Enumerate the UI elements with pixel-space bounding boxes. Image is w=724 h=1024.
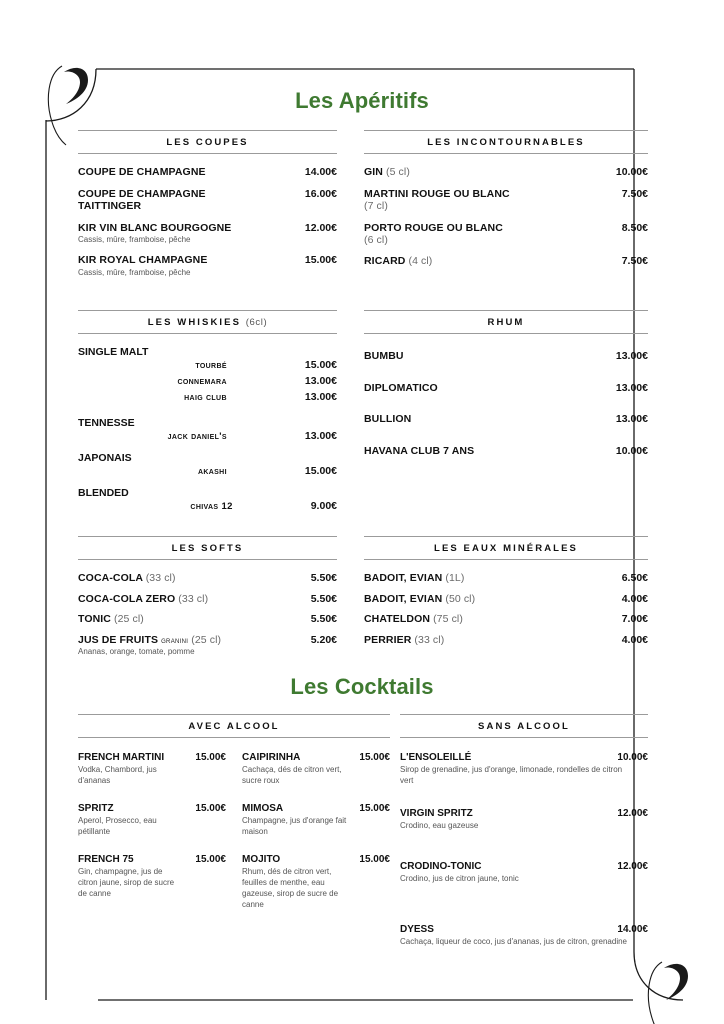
item-unit: (4 cl) [408,254,433,267]
whisky-name: jack daniel's [167,431,227,442]
whisky-price: 13.00€ [304,375,337,387]
item-label: MARTINI ROUGE OU BLANC [364,187,510,200]
item-label: GIN [364,166,383,178]
cocktail-item[interactable] [400,861,648,884]
item-price: 16.00€ [304,187,337,200]
cocktail-item[interactable] [242,803,390,837]
column-right [364,536,648,666]
menu-item[interactable] [364,188,648,213]
column-left [78,536,337,666]
item-name [364,188,514,213]
item-unit: (1L) [445,572,465,584]
cocktail-price: 15.00€ [359,752,390,763]
section-header [364,130,648,154]
item-price: 7.50€ [621,254,648,267]
cocktail-description: Aperol, Prosecco, eau pétillante [78,816,157,836]
whisky-group-title: JAPONAIS [78,452,132,464]
section-header [78,310,337,334]
menu-item[interactable] [364,572,648,585]
item-label: PERRIER [364,633,412,646]
cocktail-pair-row [78,752,390,927]
cocktail-description: Crodino, eau gazeuse [400,821,479,830]
whisky-name: chivas 12 [190,501,233,512]
whisky-row[interactable] [78,500,337,512]
section-body [78,154,337,278]
section-title: LES SOFTS [171,543,244,554]
item-unit: (5 cl) [386,166,410,178]
whisky-name: haig club [184,392,227,403]
whisky-price: 15.00€ [304,465,337,477]
item-name [78,572,176,585]
section-body [78,560,337,657]
cocktail-name: DYESS [400,924,434,935]
section-header [364,310,648,334]
item-description: Cassis, mûre, framboise, pêche [78,267,191,277]
cocktail-description: Cachaça, liqueur de coco, jus d'ananas, jus de citron, grenadine [400,937,628,946]
column-left [78,310,337,516]
whisky-group-title: BLENDED [78,487,129,499]
section-sans-alcool [400,714,648,947]
menu-item[interactable] [78,634,337,658]
item-name: HAVANA CLUB 7 ANS [364,444,475,457]
menu-item[interactable] [364,382,648,395]
cocktail-price: 15.00€ [359,854,390,865]
menu-item[interactable] [78,613,337,626]
item-name [364,166,410,179]
whisky-price: 13.00€ [304,430,337,442]
item-price: 15.00€ [304,254,337,266]
item-description: Ananas, orange, tomate, pomme [78,647,195,656]
cocktail-description: Rhum, dés de citron vert, feuilles de menthe, eau gazeuse, sirop de sucre de canne [242,867,339,909]
cocktail-item[interactable] [400,752,648,786]
cocktail-price: 10.00€ [617,752,648,763]
column-right [364,130,648,287]
item-name [364,634,444,647]
whisky-group [78,346,337,403]
section-body [364,560,648,646]
item-name: COUPE DE CHAMPAGNE TAITTINGER [78,187,206,212]
section-unit: (6cl) [245,317,268,328]
cocktail-price: 12.00€ [617,808,648,819]
item-label: JUS DE FRUITS [78,633,159,646]
whisky-name: akashi [197,466,227,477]
section-title: RHUM [487,317,525,328]
item-unit: (25 cl) [114,613,144,625]
menu-item[interactable] [78,166,337,179]
cocktail-name: L'ENSOLEILLÉ [400,752,472,763]
item-name: KIR VIN BLANC BOURGOGNE [78,221,232,234]
item-price: 4.00€ [621,592,648,605]
item-name [364,593,475,606]
whisky-name: connemara [177,376,227,387]
menu-item[interactable] [78,572,337,585]
section-body [400,738,648,947]
item-price: 13.00€ [615,350,648,362]
cocktail-item[interactable] [400,808,648,831]
whisky-group [78,417,337,442]
cocktail-subcolumn-a [78,752,226,927]
item-name [78,634,221,647]
menu-item[interactable] [364,222,648,247]
item-label: COCA-COLA [78,572,143,584]
item-name: BULLION [364,413,412,425]
item-description: Cassis, mûre, framboise, pêche [78,235,191,244]
whisky-group [78,452,337,477]
whisky-group-title: TENNESSE [78,417,135,429]
item-price: 7.00€ [621,613,648,625]
cocktails-columns [78,714,648,964]
section-title: LES INCONTOURNABLES [427,137,585,148]
menu-item[interactable] [364,593,648,606]
whisky-row[interactable] [78,391,337,403]
section-header [364,536,648,560]
item-label: CHATELDON [364,613,431,625]
item-name [78,613,144,626]
item-price: 5.50€ [310,592,337,605]
menu-item[interactable] [364,613,648,626]
whisky-price: 15.00€ [304,359,337,371]
menu-item[interactable] [78,188,337,213]
menu-item[interactable] [364,166,648,179]
item-price: 7.50€ [621,187,648,200]
item-name [364,572,464,585]
item-label: PORTO ROUGE OU BLANC [364,221,503,234]
item-label: RICARD [364,254,406,267]
spacer [78,407,337,417]
cocktail-name: MIMOSA [242,803,284,814]
cocktail-item[interactable] [78,752,226,786]
item-name [78,593,208,606]
whisky-group-title: SINGLE MALT [78,346,149,358]
whisky-name: tourbé [195,360,227,371]
cocktail-price: 15.00€ [359,803,390,814]
section-les-softs [78,536,337,657]
item-unit: (33 cl) [178,592,209,605]
menu-item[interactable] [364,413,648,426]
whiskies-rhum-columns [78,310,648,516]
item-unit: (7 cl) [364,200,388,212]
whisky-price: 9.00€ [310,500,337,512]
column-right [364,310,648,516]
item-unit: (25 cl) [191,633,222,646]
whisky-row[interactable] [78,359,337,371]
cocktail-item[interactable] [242,854,390,910]
section-title: SANS ALCOOL [478,721,570,732]
item-name: COUPE DE CHAMPAGNE [78,166,206,178]
section-les-eaux-minerales [364,536,648,646]
cocktail-price: 12.00€ [617,861,648,872]
cocktail-subcolumn-b [242,752,390,927]
section-body [78,738,390,927]
column-sans-alcool [400,714,648,964]
item-name [364,255,432,268]
item-price: 8.50€ [621,221,648,234]
cocktail-name: VIRGIN SPRITZ [400,808,473,819]
cocktail-description: Gin, champagne, jus de citron jaune, sirop de sucre de canne [78,867,175,898]
section-header [78,536,337,560]
item-unit: (50 cl) [445,592,476,605]
cocktail-item[interactable] [78,854,226,899]
section-header [78,714,390,738]
menu-item[interactable] [364,634,648,647]
whisky-row[interactable] [78,375,337,387]
cocktail-item[interactable] [78,803,226,837]
cocktail-name: CRODINO-TONIC [400,861,482,872]
cocktail-name: FRENCH 75 [78,854,134,865]
cocktail-item[interactable] [242,752,390,786]
column-avec-alcool [78,714,390,964]
section-title: LES COUPES [166,137,249,148]
section-les-coupes [78,130,337,278]
item-unit: (75 cl) [433,613,463,625]
item-name [364,222,514,247]
item-name: DIPLOMATICO [364,381,438,394]
menu-item[interactable] [364,255,648,268]
menu-item[interactable] [364,350,648,363]
item-label: BADOIT, EVIAN [364,592,443,605]
whisky-row[interactable] [78,430,337,442]
whisky-row[interactable] [78,465,337,477]
cocktail-description: Cachaça, dés de citron vert, sucre roux [242,765,342,785]
item-label: BADOIT, EVIAN [364,572,443,584]
item-name: KIR ROYAL CHAMPAGNE [78,254,208,266]
item-price: 5.50€ [310,572,337,584]
item-price: 4.00€ [621,633,648,646]
cocktail-description: Crodino, jus de citron jaune, tonic [400,874,519,883]
menu-item[interactable] [78,593,337,606]
section-header [78,130,337,154]
item-price: 13.00€ [615,381,648,394]
item-brand: granini [161,634,189,645]
item-price: 6.50€ [621,572,648,584]
column-left [78,130,337,287]
cocktail-price: 15.00€ [195,803,226,814]
section-rhum [364,310,648,457]
cocktail-name: MOJITO [242,854,281,865]
section-body [364,334,648,457]
whisky-group [78,487,337,512]
aperitifs-columns [78,130,648,287]
cocktail-price: 14.00€ [617,924,648,935]
item-unit: (6 cl) [364,234,388,246]
item-price: 13.00€ [615,413,648,425]
section-title: LES WHISKIES [147,317,242,328]
menu-item[interactable] [78,254,337,278]
item-price: 10.00€ [615,444,648,457]
section-body [364,154,648,267]
section-body [78,334,337,512]
softs-eaux-columns [78,536,648,666]
item-unit: (33 cl) [145,572,176,584]
cocktail-description: Champagne, jus d'orange fait maison [242,816,347,836]
section-title: AVEC ALCOOL [188,721,280,732]
item-price: 5.50€ [310,613,337,625]
cocktail-name: FRENCH MARTINI [78,752,165,763]
cocktail-price: 15.00€ [195,752,226,763]
item-price: 10.00€ [615,166,648,178]
item-label: TONIC [78,613,111,625]
section-avec-alcool [78,714,390,927]
section-les-whiskies [78,310,337,512]
cocktail-description: Sirop de grenadine, jus d'orange, limonade, rondelles de citron vert [400,765,623,785]
cocktail-price: 15.00€ [195,854,226,865]
item-price: 12.00€ [304,221,337,234]
item-label: COCA-COLA ZERO [78,592,176,605]
item-price: 5.20€ [310,633,337,646]
item-name [364,613,463,626]
section-title: LES EAUX MINÉRALES [434,543,578,554]
item-unit: (33 cl) [414,633,445,646]
cocktail-name: CAIPIRINHA [242,752,301,763]
item-price: 14.00€ [304,166,337,178]
section-header [400,714,648,738]
cocktail-item[interactable] [400,924,648,947]
page-title-aperitifs: Les Apéritifs [295,88,429,113]
page-title-cocktails: Les Cocktails [290,674,434,699]
cocktail-description: Vodka, Chambord, jus d'ananas [78,765,157,785]
whisky-price: 13.00€ [304,391,337,403]
cocktail-name: SPRITZ [78,803,114,814]
item-name: BUMBU [364,350,404,362]
section-les-incontournables [364,130,648,267]
menu-item[interactable] [78,222,337,246]
menu-item[interactable] [364,445,648,458]
